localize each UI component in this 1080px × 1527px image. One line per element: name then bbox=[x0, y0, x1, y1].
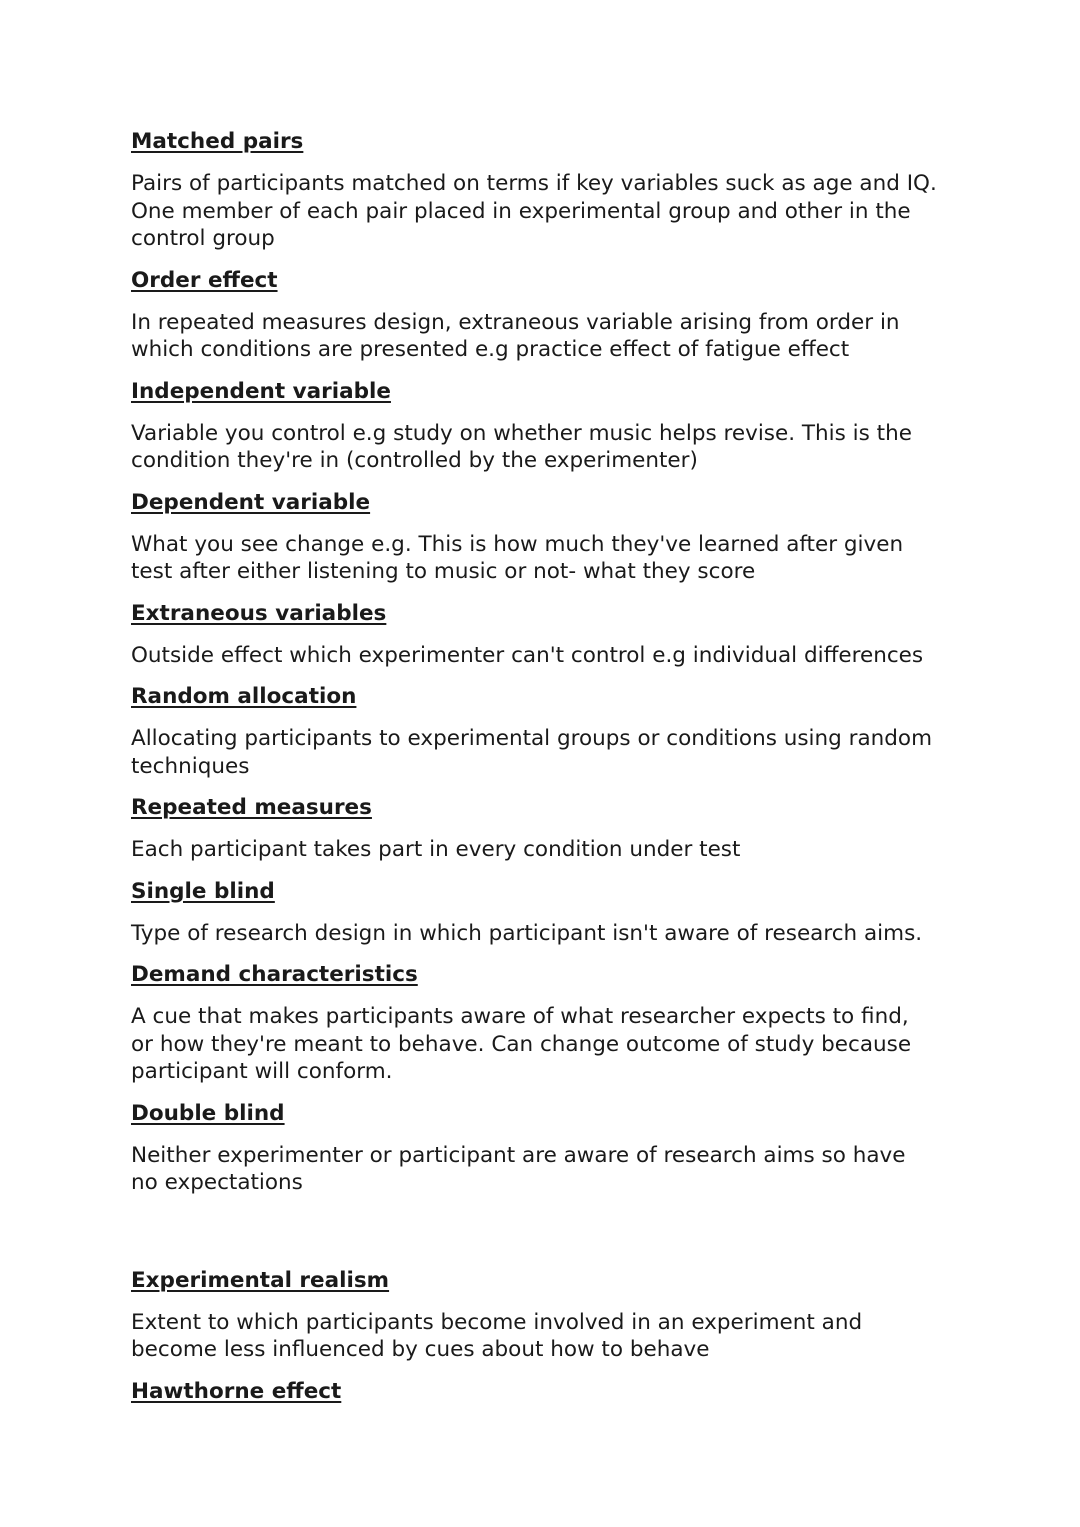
term-heading: Random allocation bbox=[131, 684, 357, 709]
term-definition: Variable you control e.g study on whether music helps revise. This is the condition they're in (controlled by the experimenter) bbox=[131, 420, 912, 473]
term-definition: Extent to which participants become involved in an experiment and become less influenced by cues about how to behave bbox=[131, 1309, 863, 1362]
term-heading: Experimental realism bbox=[131, 1267, 390, 1293]
glossary-entry-hawthorne-effect bbox=[131, 1378, 971, 1406]
term-heading: Repeated measures bbox=[131, 795, 372, 820]
glossary-entry-order-effect bbox=[131, 267, 971, 364]
section-spacer bbox=[131, 1211, 971, 1267]
term-definition: A cue that makes participants aware of what researcher expects to find, or how they're meant to behave. Can change outcome of study because participant will conform. bbox=[131, 1004, 912, 1084]
term-heading: Single blind bbox=[131, 878, 275, 904]
term-heading: Independent variable bbox=[131, 378, 391, 404]
glossary-entry-independent-variable bbox=[131, 378, 971, 475]
glossary-entry-demand-characteristics bbox=[131, 961, 971, 1086]
term-definition: In repeated measures design, extraneous variable arising from order in which conditions are presented e.g practice effect of fatigue effect bbox=[131, 309, 900, 362]
term-definition: Pairs of participants matched on terms if key variables suck as age and IQ. One member of each pair placed in experimental group and other in the control group bbox=[131, 171, 937, 251]
glossary-entry-single-blind bbox=[131, 878, 971, 948]
glossary-entry-dependent-variable bbox=[131, 489, 971, 586]
term-definition: Outside effect which experimenter can't control e.g individual differences bbox=[131, 642, 924, 668]
term-definition: Type of research design in which participant isn't aware of research aims. bbox=[131, 920, 923, 946]
term-definition: Each participant takes part in every condition under test bbox=[131, 837, 741, 862]
term-heading: Extraneous variables bbox=[131, 600, 387, 626]
glossary-entry-experimental-realism bbox=[131, 1267, 971, 1364]
term-heading: Matched pairs bbox=[131, 129, 304, 154]
term-heading: Demand characteristics bbox=[131, 962, 418, 987]
glossary-page bbox=[131, 128, 971, 1420]
term-definition: Allocating participants to experimental groups or conditions using random techniques bbox=[131, 726, 933, 779]
term-heading: Order effect bbox=[131, 267, 278, 293]
term-definition: Neither experimenter or participant are aware of research aims so have no expectations bbox=[131, 1142, 906, 1195]
glossary-entry-matched-pairs bbox=[131, 128, 971, 253]
term-heading: Double blind bbox=[131, 1100, 285, 1126]
term-heading: Hawthorne effect bbox=[131, 1378, 342, 1404]
glossary-entry-repeated-measures bbox=[131, 794, 971, 864]
term-heading: Dependent variable bbox=[131, 489, 371, 515]
glossary-entry-extraneous-variables bbox=[131, 600, 971, 670]
term-definition: What you see change e.g. This is how much they've learned after given test after either listening to music or not- what they score bbox=[131, 531, 904, 584]
glossary-entry-random-allocation bbox=[131, 683, 971, 780]
glossary-entry-double-blind bbox=[131, 1100, 971, 1197]
